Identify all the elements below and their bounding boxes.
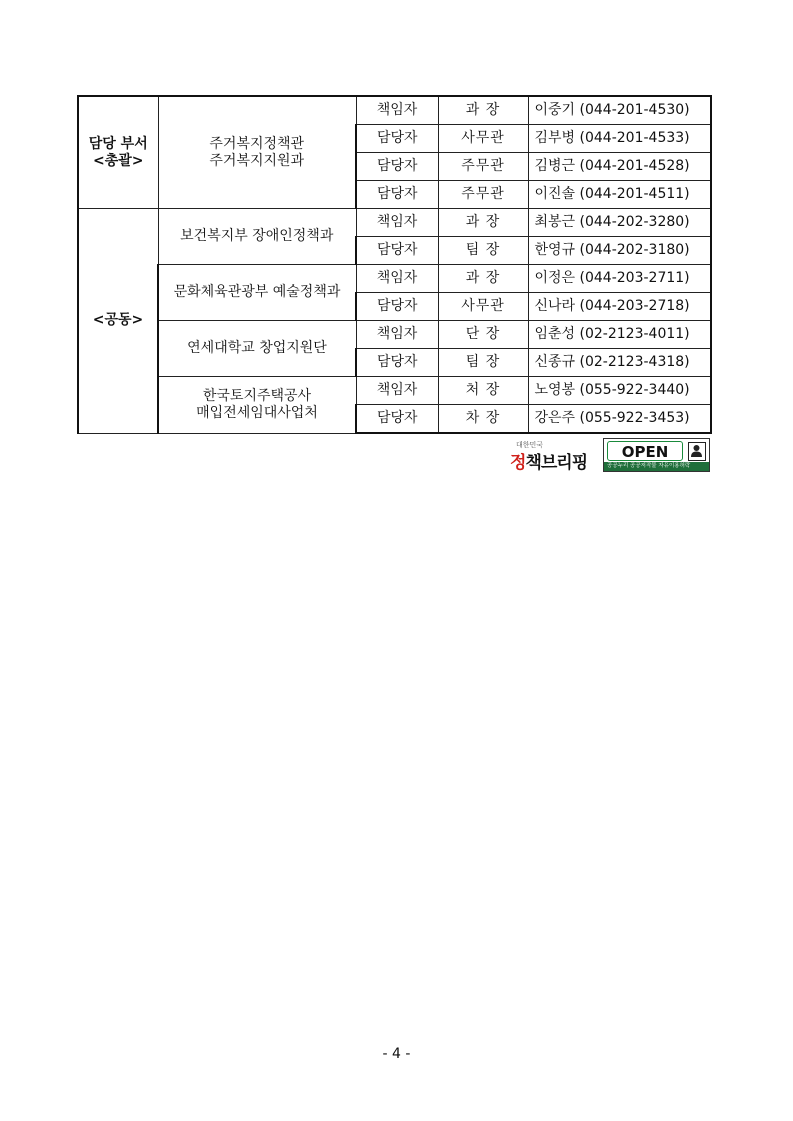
table-row [78,265,711,293]
contact-cell: 김병근 (044-201-4528) [528,153,711,181]
group-cell-joint [78,209,158,434]
department-cell [158,209,356,265]
title-cell: 과 장 [438,209,528,237]
department-line: 주거복지지원과 [209,152,305,169]
policy-briefing-wordmark: 정책브리핑 [510,453,588,473]
title-cell: 처 장 [438,377,528,405]
contact-cell: 임춘성 (02-2123-4011) [528,321,711,349]
contact-cell: 신나라 (044-203-2718) [528,293,711,321]
page-number: - 4 - [382,1046,411,1062]
title-cell: 주무관 [438,181,528,209]
role-cell: 책임자 [356,377,438,405]
attribution-person-icon [688,442,706,461]
role-cell: 담당자 [356,293,438,321]
contact-table [77,95,712,434]
title-cell: 팀 장 [438,349,528,377]
contact-cell: 강은주 (055-922-3453) [528,405,711,434]
department-line: 한국토지주택공사 [202,387,312,404]
role-cell: 담당자 [356,181,438,209]
contact-cell: 이정은 (044-203-2711) [528,265,711,293]
policy-briefing-small-text: 대한민국 [516,441,544,449]
title-cell: 주무관 [438,153,528,181]
title-cell: 사무관 [438,293,528,321]
department-cell [158,321,356,377]
role-cell: 담당자 [356,405,438,434]
title-cell: 차 장 [438,405,528,434]
table-row [78,209,711,237]
department-line: 문화체육관광부 예술정책과 [173,284,341,301]
role-cell: 담당자 [356,153,438,181]
open-wordmark: OPEN [607,441,683,461]
department-line: 보건복지부 장애인정책과 [180,228,334,245]
role-cell: 책임자 [356,96,438,125]
role-cell: 책임자 [356,321,438,349]
table-row [78,321,711,349]
department-line: 주거복지정책관 [209,135,305,152]
contact-cell: 이중기 (044-201-4530) [528,96,711,125]
department-cell [158,377,356,434]
group-cell-main [78,96,158,209]
role-cell: 담당자 [356,349,438,377]
contact-cell: 한영규 (044-202-3180) [528,237,711,265]
table-row [78,377,711,405]
role-cell: 담당자 [356,125,438,153]
role-cell: 책임자 [356,265,438,293]
open-license-badge [603,438,710,472]
department-line: 매입전세임대사업처 [196,404,318,421]
group-label-line: <총괄> [92,152,144,169]
role-cell: 담당자 [356,237,438,265]
contact-cell: 노영봉 (055-922-3440) [528,377,711,405]
title-cell: 단 장 [438,321,528,349]
table-row [78,96,711,125]
contact-cell: 김부병 (044-201-4533) [528,125,711,153]
group-label-line: 담당 부서 [88,135,148,152]
department-cell [158,265,356,321]
contact-cell: 신종규 (02-2123-4318) [528,349,711,377]
title-cell: 과 장 [438,96,528,125]
group-label-line: <공동> [92,312,144,329]
title-cell: 팀 장 [438,237,528,265]
contact-cell: 최봉근 (044-202-3280) [528,209,711,237]
policy-briefing-logo [510,440,598,473]
contact-cell: 이진솔 (044-201-4511) [528,181,711,209]
department-line: 연세대학교 창업지원단 [187,340,327,357]
open-license-bar: 공공누리 공공저작물 자유이용허락 [604,462,709,471]
title-cell: 과 장 [438,265,528,293]
department-cell [158,96,356,209]
role-cell: 책임자 [356,209,438,237]
title-cell: 사무관 [438,125,528,153]
logo-strip [510,438,710,472]
